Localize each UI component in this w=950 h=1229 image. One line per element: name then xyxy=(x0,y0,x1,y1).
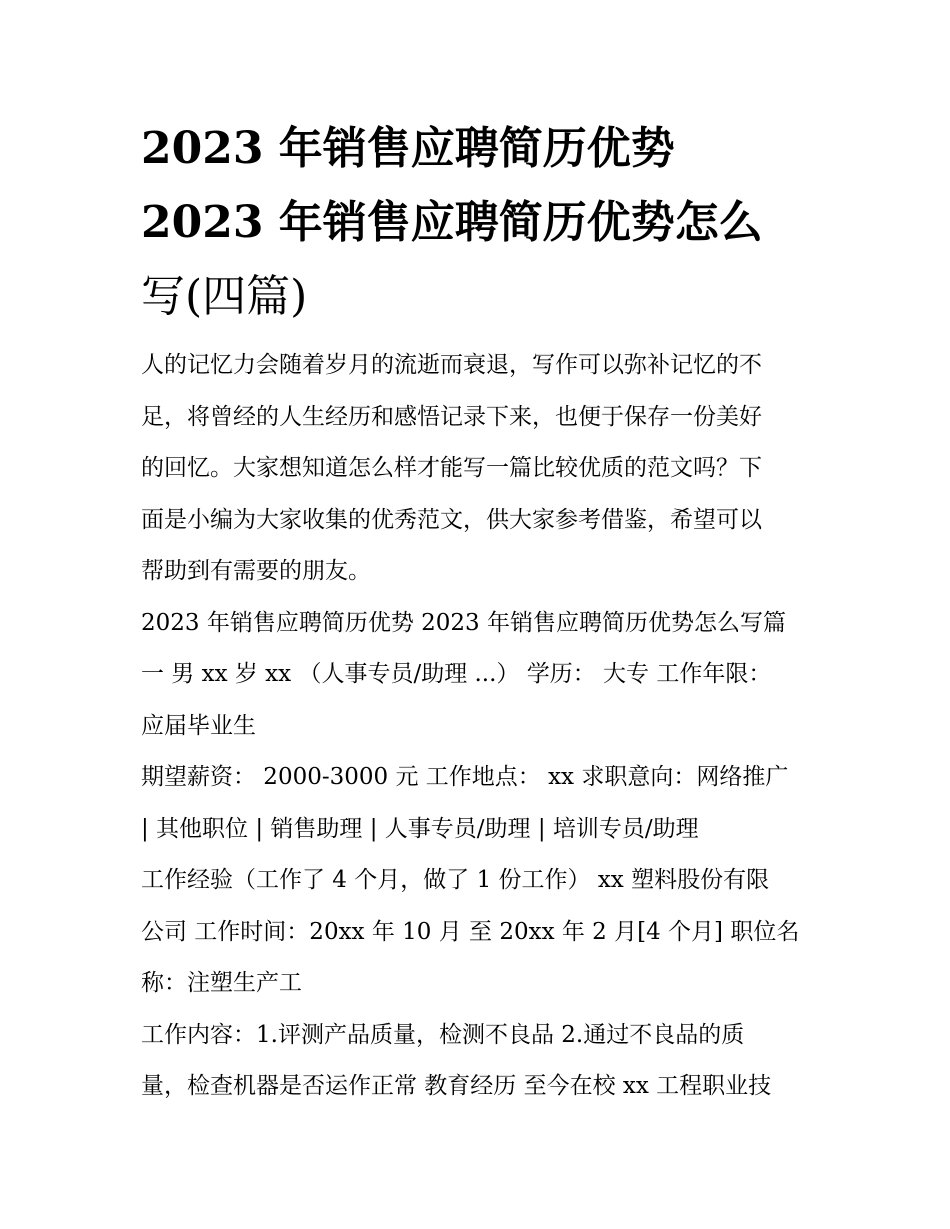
text-line: 量，检查机器是否运作正常 教育经历 至今在校 xx 工程职业技 xyxy=(141,1073,772,1099)
document-page xyxy=(141,112,813,1113)
title-line-1: 2023 年销售应聘简历优势 xyxy=(141,123,675,174)
resume-header-paragraph xyxy=(141,598,813,753)
text-line: 期望薪资： 2000-3000 元 工作地点： xx 求职意向：网络推广 xyxy=(141,764,789,790)
text-line: 的回忆。大家想知道怎么样才能写一篇比较优质的范文吗？下 xyxy=(141,455,762,481)
text-line: 2023 年销售应聘简历优势 2023 年销售应聘简历优势怎么写篇 xyxy=(141,609,786,636)
document-title xyxy=(141,112,813,334)
text-line: 公司 工作时间：20xx 年 10 月 至 20xx 年 2 月[4 个月] 职位名 xyxy=(141,918,800,945)
job-intent-paragraph xyxy=(141,752,813,855)
text-line: 面是小编为大家收集的优秀范文，供大家参考借鉴，希望可以 xyxy=(141,506,762,533)
text-line: 一 男 xx 岁 xx （人事专员/助理 ...） 学历： 大专 工作年限： xyxy=(141,661,772,687)
text-line: 人的记忆力会随着岁月的流逝而衰退，写作可以弥补记忆的不 xyxy=(141,352,762,378)
text-line: | 其他职位 | 销售助理 | 人事专员/助理 | 培训专员/助理 xyxy=(141,815,699,842)
job-content-paragraph xyxy=(141,1010,813,1113)
work-experience-paragraph xyxy=(141,855,813,1010)
text-line: 称：注塑生产工 xyxy=(141,970,302,996)
document-body xyxy=(141,340,813,1113)
text-line: 工作内容：1.评测产品质量，检测不良品 2.通过不良品的质 xyxy=(141,1021,745,1048)
intro-paragraph xyxy=(141,340,813,598)
text-line: 应届毕业生 xyxy=(141,712,256,739)
text-line: 工作经验（工作了 4 个月，做了 1 份工作） xx 塑料股份有限 xyxy=(141,867,770,893)
title-line-2: 2023 年销售应聘简历优势怎么 xyxy=(141,197,763,248)
text-line: 足，将曾经的人生经历和感悟记录下来，也便于保存一份美好 xyxy=(141,403,762,430)
title-line-3: 写(四篇) xyxy=(141,271,308,322)
text-line: 帮助到有需要的朋友。 xyxy=(141,558,371,584)
